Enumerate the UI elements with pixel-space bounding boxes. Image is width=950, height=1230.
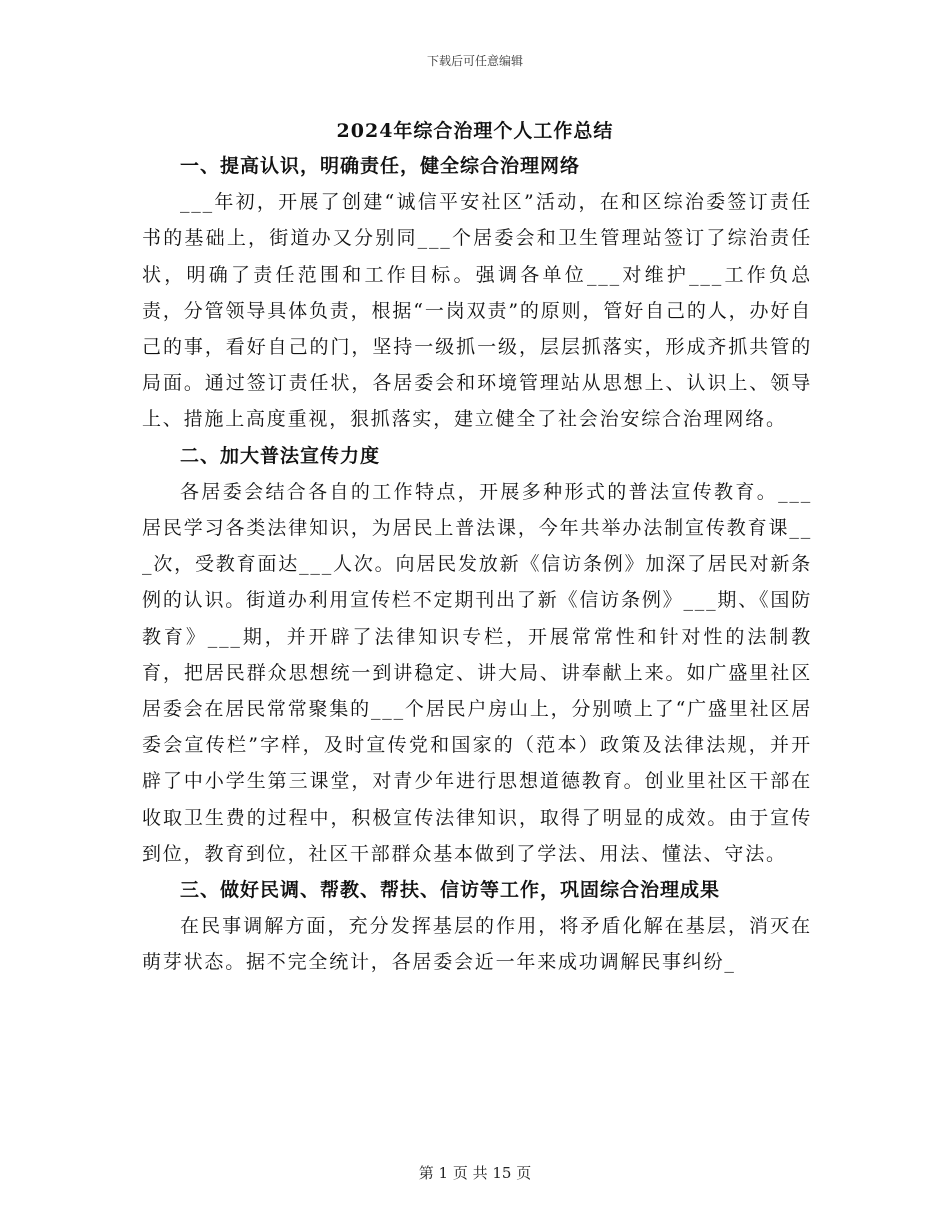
document-title: 2024年综合治理个人工作总结: [336, 120, 614, 142]
page-number: 第 1 页 共 15 页: [418, 1164, 532, 1182]
section-paragraph-2: 各居委会结合各自的工作特点，开展多种形式的普法宣传教育。___居民学习各类法律知识，为居民上普法课，今年共举办法制宣传教育课___次，受教育面达___人次。向居民发放新《信访条例》加深了居民对新条例的认识。街道办利用宣传栏不定期刊出了新《信访条例》___期、《国防教育》___期，并开辟了法律知识专栏，开展常常性和针对性的法制教育，把居民群众思想统一到讲稳定、讲大局、讲奉献上来。如广盛里社区居委会在居民常常聚集的___个居民户房山上，分别喷上了“广盛里社区居委会宣传栏”字样，及时宣传党和国家的（范本）政策及法律法规，并开辟了中小学生第三课堂，对青少年进行思想道德教育。创业里社区干部在收取卫生费的过程中，积极宣传法律知识，取得了明显的成效。由于宣传到位，教育到位，社区干部群众基本做到了学法、用法、懂法、守法。: [142, 480, 812, 865]
document-body: [142, 148, 812, 981]
section-heading-2: 二、加大普法宣传力度: [180, 444, 381, 467]
section-paragraph-1: ___年初，开展了创建“诚信平安社区”活动，在和区综治委签订责任书的基础上，街道办又分别同___个居委会和卫生管理站签订了综治责任状，明确了责任范围和工作目标。强调各单位___对维护___工作负总责，分管领导具体负责，根据“一岗双责”的原则，管好自己的人，办好自己的事，看好自己的门，坚持一级抓一级，层层抓落实，形成齐抓共管的局面。通过签订责任状，各居委会和环境管理站从思想上、认识上、领导上、措施上高度重视，狠抓落实，建立健全了社会治安综合治理网络。: [142, 191, 812, 431]
section-heading-1: 一、提高认识，明确责任，健全综合治理网络: [180, 155, 581, 177]
section-heading-3: 三、做好民调、帮教、帮扶、信访等工作，巩固综合治理成果: [180, 879, 721, 902]
page-header: 下载后可任意编辑: [426, 54, 523, 68]
section-paragraph-3: 在民事调解方面，充分发挥基层的作用，将矛盾化解在基层，消灭在萌芽状态。据不完全统计，各居委会近一年来成功调解民事纠纷_: [142, 915, 812, 974]
